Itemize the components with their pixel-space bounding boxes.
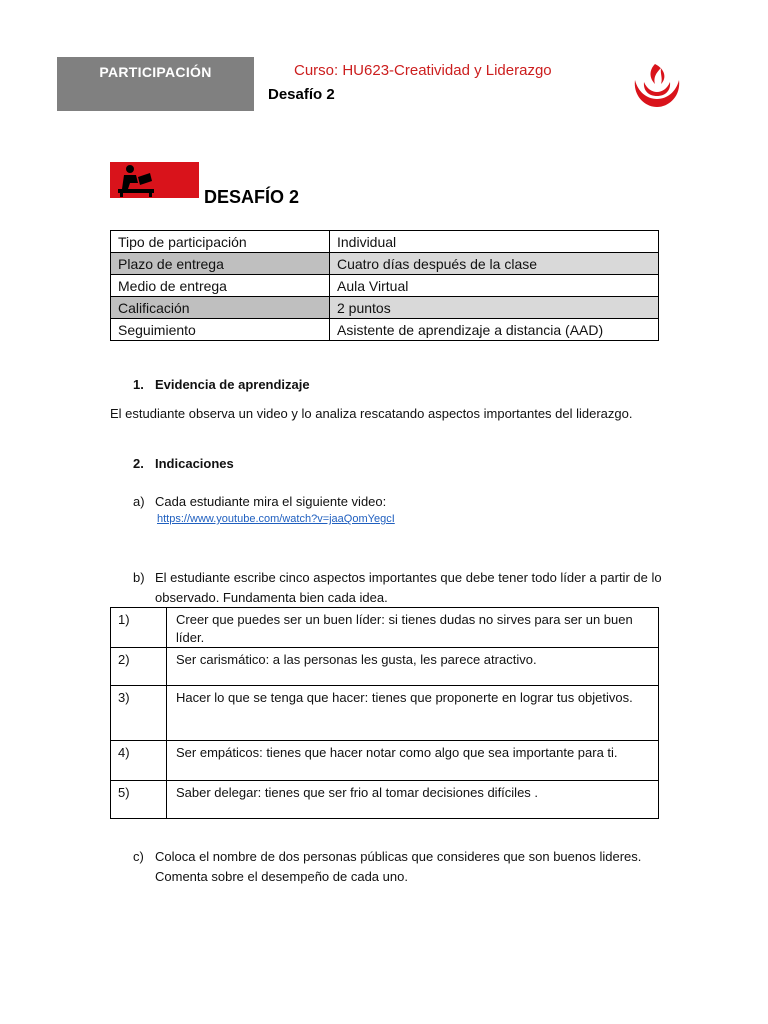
table-row xyxy=(111,686,659,741)
participation-info-table xyxy=(110,230,659,341)
info-label: Seguimiento xyxy=(111,319,330,341)
info-label: Medio de entrega xyxy=(111,275,330,297)
item-b-letter: b) xyxy=(133,570,145,585)
section-1-title: Evidencia de aprendizaje xyxy=(155,377,310,392)
info-value: Aula Virtual xyxy=(330,275,659,297)
page-heading: DESAFÍO 2 xyxy=(204,187,300,207)
info-value: Cuatro días después de la clase xyxy=(330,253,659,275)
info-label: Calificación xyxy=(111,297,330,319)
aspect-number: 1) xyxy=(111,608,167,648)
table-row xyxy=(111,741,659,781)
info-value: Individual xyxy=(330,231,659,253)
info-label: Tipo de participación xyxy=(111,231,330,253)
upc-logo-icon xyxy=(631,62,683,108)
course-title: Curso: HU623-Creatividad y Liderazgo xyxy=(294,62,552,79)
info-value: Asistente de aprendizaje a distancia (AAD) xyxy=(330,319,659,341)
info-value: 2 puntos xyxy=(330,297,659,319)
aspect-text: Hacer lo que se tenga que hacer: tienes que proponerte en lograr tus objetivos. xyxy=(167,686,659,741)
info-label: Plazo de entrega xyxy=(111,253,330,275)
aspect-number: 2) xyxy=(111,648,167,686)
aspect-number: 4) xyxy=(111,741,167,781)
participation-badge: PARTICIPACIÓN xyxy=(57,57,254,111)
table-row xyxy=(111,648,659,686)
aspect-text: Saber delegar: tienes que ser frio al tomar decisiones difíciles . xyxy=(167,781,659,819)
challenge-subtitle: Desafío 2 xyxy=(268,86,335,103)
aspects-table xyxy=(110,607,659,819)
table-row xyxy=(111,253,659,275)
table-row xyxy=(111,231,659,253)
item-c-letter: c) xyxy=(133,849,144,864)
section-1-number: 1. xyxy=(133,377,144,392)
item-b-text: El estudiante escribe cinco aspectos importantes que debe tener todo líder a partir de lo observado. Fundamenta bien cada idea. xyxy=(155,570,662,605)
heading-red-block xyxy=(110,162,199,198)
item-a-letter: a) xyxy=(133,494,145,509)
item-c-text: Coloca el nombre de dos personas públicas que consideres que son buenos lideres. Comenta sobre el desempeño de cada uno. xyxy=(155,849,642,884)
video-link[interactable]: https://www.youtube.com/watch?v=jaaQomYegcI xyxy=(157,513,395,525)
aspect-text: Creer que puedes ser un buen líder: si tienes dudas no sirves para ser un buen líder. xyxy=(167,608,659,648)
section-2-number: 2. xyxy=(133,456,144,471)
table-row xyxy=(111,275,659,297)
aspect-number: 3) xyxy=(111,686,167,741)
table-row xyxy=(111,297,659,319)
table-row xyxy=(111,319,659,341)
aspect-number: 5) xyxy=(111,781,167,819)
section-2-title: Indicaciones xyxy=(155,456,234,471)
item-a-text: Cada estudiante mira el siguiente video: xyxy=(155,494,387,509)
table-row xyxy=(111,781,659,819)
section-1-text: El estudiante observa un video y lo analiza rescatando aspectos importantes del liderazgo. xyxy=(110,406,633,421)
aspect-text: Ser empáticos: tienes que hacer notar como algo que sea importante para ti. xyxy=(167,741,659,781)
reading-person-icon xyxy=(116,163,156,197)
aspect-text: Ser carismático: a las personas les gusta, les parece atractivo. xyxy=(167,648,659,686)
table-row xyxy=(111,608,659,648)
